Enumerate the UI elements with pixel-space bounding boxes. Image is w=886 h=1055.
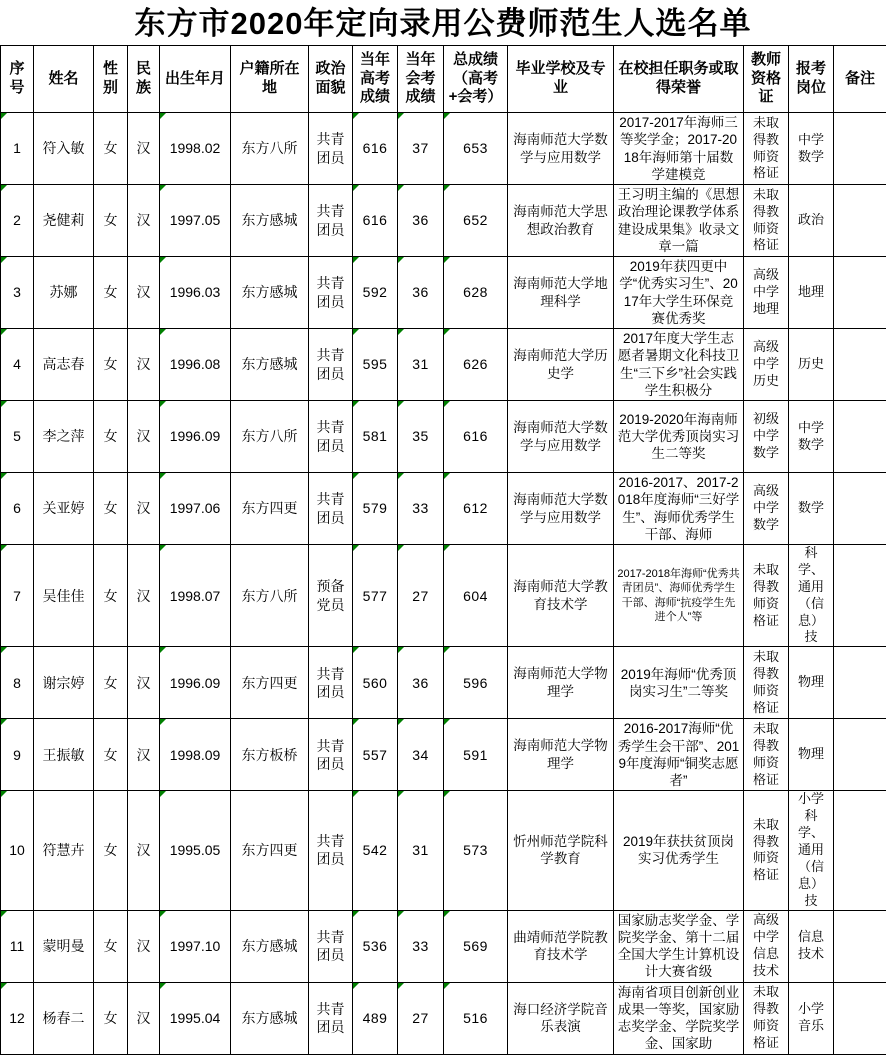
column-header-birth: 出生年月 [160, 46, 231, 113]
cell-remark [834, 719, 886, 791]
cell-position: 中学数学 [789, 113, 834, 185]
cell-gender: 女 [94, 545, 128, 647]
cell-cert: 未取得教师资格证 [744, 113, 789, 185]
cell-name: 杨春二 [34, 982, 94, 1054]
cell-huikao: 33 [398, 910, 444, 982]
cell-gaokao: 557 [353, 719, 398, 791]
cell-cert: 未取得教师资格证 [744, 545, 789, 647]
cell-cert: 未取得教师资格证 [744, 791, 789, 910]
cell-index: 11 [1, 910, 34, 982]
cell-cert: 未取得教师资格证 [744, 185, 789, 257]
cell-huikao: 35 [398, 401, 444, 473]
cell-honors: 海南省项目创新创业成果一等奖，国家励志奖学金、学院奖学金、国家助 [614, 982, 744, 1054]
cell-index: 2 [1, 185, 34, 257]
cell-school: 海南师范大学历史学 [508, 329, 614, 401]
cell-political: 共青团员 [309, 473, 353, 545]
cell-position: 信息技术 [789, 910, 834, 982]
cell-position: 历史 [789, 329, 834, 401]
cell-ethnicity: 汉 [128, 185, 160, 257]
cell-ethnicity: 汉 [128, 719, 160, 791]
cell-name: 符入敏 [34, 113, 94, 185]
cell-index: 4 [1, 329, 34, 401]
cell-index: 3 [1, 257, 34, 329]
cell-index: 6 [1, 473, 34, 545]
cell-total: 573 [444, 791, 508, 910]
cell-gaokao: 595 [353, 329, 398, 401]
column-header-cert: 教师资格证 [744, 46, 789, 113]
cell-honors: 王习明主编的《思想政治理论课教学体系建设成果集》收录文章一篇 [614, 185, 744, 257]
cell-residence: 东方板桥 [231, 719, 309, 791]
cell-honors: 2019年获四更中学“优秀实习生”、2017年大学生环保竞赛优秀奖 [614, 257, 744, 329]
cell-gender: 女 [94, 257, 128, 329]
cell-political: 共青团员 [309, 257, 353, 329]
table-row [1, 545, 886, 647]
cell-gender: 女 [94, 719, 128, 791]
column-header-total: 总成绩（高考+会考） [444, 46, 508, 113]
table-row [1, 791, 886, 910]
cell-political: 共青团员 [309, 791, 353, 910]
page-title: 东方市2020年定向录用公费师范生人选名单 [0, 0, 886, 45]
cell-total: 628 [444, 257, 508, 329]
cell-gender: 女 [94, 401, 128, 473]
cell-cert: 未取得教师资格证 [744, 982, 789, 1054]
cell-birth: 1995.05 [160, 791, 231, 910]
cell-gender: 女 [94, 982, 128, 1054]
cell-position: 小学音乐 [789, 982, 834, 1054]
column-header-huikao: 当年会考成绩 [398, 46, 444, 113]
cell-position: 物理 [789, 647, 834, 719]
table-row [1, 401, 886, 473]
column-header-position: 报考岗位 [789, 46, 834, 113]
cell-huikao: 36 [398, 185, 444, 257]
cell-gaokao: 581 [353, 401, 398, 473]
cell-gaokao: 616 [353, 113, 398, 185]
cell-gender: 女 [94, 185, 128, 257]
cell-name: 王振敏 [34, 719, 94, 791]
cell-cert: 高级中学信息技术 [744, 910, 789, 982]
cell-position: 地理 [789, 257, 834, 329]
cell-residence: 东方八所 [231, 545, 309, 647]
cell-remark [834, 473, 886, 545]
cell-honors: 2019年获扶贫顶岗实习优秀学生 [614, 791, 744, 910]
cell-honors: 国家励志奖学金、学院奖学金、第十二届全国大学生计算机设计大赛省级 [614, 910, 744, 982]
column-header-residence: 户籍所在地 [231, 46, 309, 113]
cell-position: 科学、通用（信息）技 [789, 545, 834, 647]
cell-residence: 东方四更 [231, 791, 309, 910]
table-row [1, 257, 886, 329]
cell-index: 9 [1, 719, 34, 791]
cell-political: 共青团员 [309, 719, 353, 791]
cell-residence: 东方八所 [231, 401, 309, 473]
column-header-school: 毕业学校及专业 [508, 46, 614, 113]
table-body [1, 113, 886, 1055]
cell-remark [834, 545, 886, 647]
cell-political: 共青团员 [309, 647, 353, 719]
cell-school: 海南师范大学物理学 [508, 647, 614, 719]
cell-political: 共青团员 [309, 113, 353, 185]
cell-honors: 2017-2017年海师三等奖学金；2017-2018年海师第十届数学建模竞 [614, 113, 744, 185]
header-row [1, 46, 886, 113]
cell-ethnicity: 汉 [128, 401, 160, 473]
cell-position: 小学科学、通用（信息）技 [789, 791, 834, 910]
cell-name: 李之萍 [34, 401, 94, 473]
cell-gaokao: 536 [353, 910, 398, 982]
cell-birth: 1997.06 [160, 473, 231, 545]
cell-ethnicity: 汉 [128, 113, 160, 185]
cell-political: 共青团员 [309, 185, 353, 257]
cell-school: 海南师范大学思想政治教育 [508, 185, 614, 257]
column-header-remark: 备注 [834, 46, 886, 113]
cell-huikao: 27 [398, 982, 444, 1054]
cell-remark [834, 257, 886, 329]
cell-honors: 2019-2020年海南师范大学优秀顶岗实习生二等奖 [614, 401, 744, 473]
cell-gaokao: 577 [353, 545, 398, 647]
column-header-political: 政治面貌 [309, 46, 353, 113]
cell-position: 中学数学 [789, 401, 834, 473]
cell-remark [834, 113, 886, 185]
cell-honors: 2016-2017、2017-2018年度海师“三好学生”、海师优秀学生干部、海师 [614, 473, 744, 545]
cell-ethnicity: 汉 [128, 473, 160, 545]
cell-school: 海南师范大学数学与应用数学 [508, 401, 614, 473]
cell-residence: 东方感城 [231, 257, 309, 329]
cell-remark [834, 910, 886, 982]
cell-name: 谢宗婷 [34, 647, 94, 719]
cell-gender: 女 [94, 910, 128, 982]
cell-ethnicity: 汉 [128, 257, 160, 329]
cell-gaokao: 560 [353, 647, 398, 719]
cell-gaokao: 592 [353, 257, 398, 329]
cell-birth: 1998.02 [160, 113, 231, 185]
cell-huikao: 37 [398, 113, 444, 185]
table-row [1, 329, 886, 401]
cell-total: 596 [444, 647, 508, 719]
table-row [1, 647, 886, 719]
cell-ethnicity: 汉 [128, 647, 160, 719]
cell-school: 海南师范大学物理学 [508, 719, 614, 791]
cell-birth: 1998.07 [160, 545, 231, 647]
cell-birth: 1996.09 [160, 647, 231, 719]
cell-birth: 1997.05 [160, 185, 231, 257]
cell-huikao: 27 [398, 545, 444, 647]
cell-school: 忻州师范学院科学教育 [508, 791, 614, 910]
table-row [1, 185, 886, 257]
cell-gaokao: 542 [353, 791, 398, 910]
cell-gender: 女 [94, 329, 128, 401]
cell-school: 海南师范大学地理科学 [508, 257, 614, 329]
cell-huikao: 33 [398, 473, 444, 545]
column-header-ethnicity: 民族 [128, 46, 160, 113]
cell-remark [834, 982, 886, 1054]
cell-cert: 未取得教师资格证 [744, 719, 789, 791]
table-row [1, 719, 886, 791]
cell-total: 604 [444, 545, 508, 647]
table-row [1, 982, 886, 1054]
cell-total: 591 [444, 719, 508, 791]
cell-honors: 2017年度大学生志愿者暑期文化科技卫生“三下乡”社会实践学生积极分 [614, 329, 744, 401]
cell-remark [834, 791, 886, 910]
cell-huikao: 31 [398, 791, 444, 910]
cell-remark [834, 647, 886, 719]
cell-name: 蒙明曼 [34, 910, 94, 982]
cell-huikao: 31 [398, 329, 444, 401]
cell-cert: 初级中学数学 [744, 401, 789, 473]
cell-remark [834, 401, 886, 473]
cell-huikao: 34 [398, 719, 444, 791]
cell-school: 海南师范大学教育技术学 [508, 545, 614, 647]
cell-political: 共青团员 [309, 982, 353, 1054]
column-header-index: 序号 [1, 46, 34, 113]
cell-cert: 高级中学地理 [744, 257, 789, 329]
cell-school: 海南师范大学数学与应用数学 [508, 113, 614, 185]
table-header [1, 46, 886, 113]
cell-name: 尧健莉 [34, 185, 94, 257]
cell-gender: 女 [94, 791, 128, 910]
cell-birth: 1995.04 [160, 982, 231, 1054]
cell-total: 516 [444, 982, 508, 1054]
table-row [1, 910, 886, 982]
cell-remark [834, 185, 886, 257]
cell-name: 符慧卉 [34, 791, 94, 910]
cell-residence: 东方四更 [231, 647, 309, 719]
table-row [1, 113, 886, 185]
cell-position: 数学 [789, 473, 834, 545]
cell-position: 物理 [789, 719, 834, 791]
cell-ethnicity: 汉 [128, 910, 160, 982]
cell-remark [834, 329, 886, 401]
cell-total: 626 [444, 329, 508, 401]
cell-political: 共青团员 [309, 401, 353, 473]
cell-residence: 东方八所 [231, 113, 309, 185]
cell-residence: 东方感城 [231, 185, 309, 257]
cell-gender: 女 [94, 113, 128, 185]
cell-honors: 2016-2017海师“优秀学生会干部”、2019年度海师“铜奖志愿者” [614, 719, 744, 791]
cell-name: 苏娜 [34, 257, 94, 329]
cell-school: 海口经济学院音乐表演 [508, 982, 614, 1054]
cell-name: 高志春 [34, 329, 94, 401]
column-header-honors: 在校担任职务或取得荣誉 [614, 46, 744, 113]
cell-index: 8 [1, 647, 34, 719]
cell-index: 10 [1, 791, 34, 910]
cell-gaokao: 579 [353, 473, 398, 545]
cell-total: 653 [444, 113, 508, 185]
column-header-gender: 性别 [94, 46, 128, 113]
cell-gaokao: 616 [353, 185, 398, 257]
cell-total: 612 [444, 473, 508, 545]
cell-cert: 高级中学历史 [744, 329, 789, 401]
column-header-name: 姓名 [34, 46, 94, 113]
cell-cert: 未取得教师资格证 [744, 647, 789, 719]
cell-birth: 1996.09 [160, 401, 231, 473]
cell-honors: 2017-2018年海师“优秀共青团员”、海师优秀学生干部、海师“抗疫学生先进个人”等 [614, 545, 744, 647]
cell-residence: 东方四更 [231, 473, 309, 545]
cell-political: 共青团员 [309, 910, 353, 982]
cell-index: 5 [1, 401, 34, 473]
cell-cert: 高级中学数学 [744, 473, 789, 545]
cell-gender: 女 [94, 647, 128, 719]
cell-residence: 东方感城 [231, 910, 309, 982]
column-header-gaokao: 当年高考成绩 [353, 46, 398, 113]
cell-ethnicity: 汉 [128, 791, 160, 910]
cell-honors: 2019年海师“优秀顶岗实习生”二等奖 [614, 647, 744, 719]
cell-huikao: 36 [398, 647, 444, 719]
cell-total: 652 [444, 185, 508, 257]
table-row [1, 473, 886, 545]
cell-political: 预备党员 [309, 545, 353, 647]
cell-name: 吴佳佳 [34, 545, 94, 647]
cell-birth: 1996.03 [160, 257, 231, 329]
cell-ethnicity: 汉 [128, 329, 160, 401]
cell-ethnicity: 汉 [128, 982, 160, 1054]
cell-index: 1 [1, 113, 34, 185]
cell-ethnicity: 汉 [128, 545, 160, 647]
cell-gender: 女 [94, 473, 128, 545]
cell-school: 曲靖师范学院教育技术学 [508, 910, 614, 982]
cell-residence: 东方感城 [231, 982, 309, 1054]
cell-birth: 1997.10 [160, 910, 231, 982]
cell-political: 共青团员 [309, 329, 353, 401]
cell-gaokao: 489 [353, 982, 398, 1054]
cell-residence: 东方感城 [231, 329, 309, 401]
cell-total: 616 [444, 401, 508, 473]
cell-index: 7 [1, 545, 34, 647]
cell-name: 关亚婷 [34, 473, 94, 545]
cell-huikao: 36 [398, 257, 444, 329]
cell-index: 12 [1, 982, 34, 1054]
cell-school: 海南师范大学数学与应用数学 [508, 473, 614, 545]
cell-birth: 1996.08 [160, 329, 231, 401]
cell-total: 569 [444, 910, 508, 982]
cell-position: 政治 [789, 185, 834, 257]
roster-table [0, 45, 886, 1055]
cell-birth: 1998.09 [160, 719, 231, 791]
